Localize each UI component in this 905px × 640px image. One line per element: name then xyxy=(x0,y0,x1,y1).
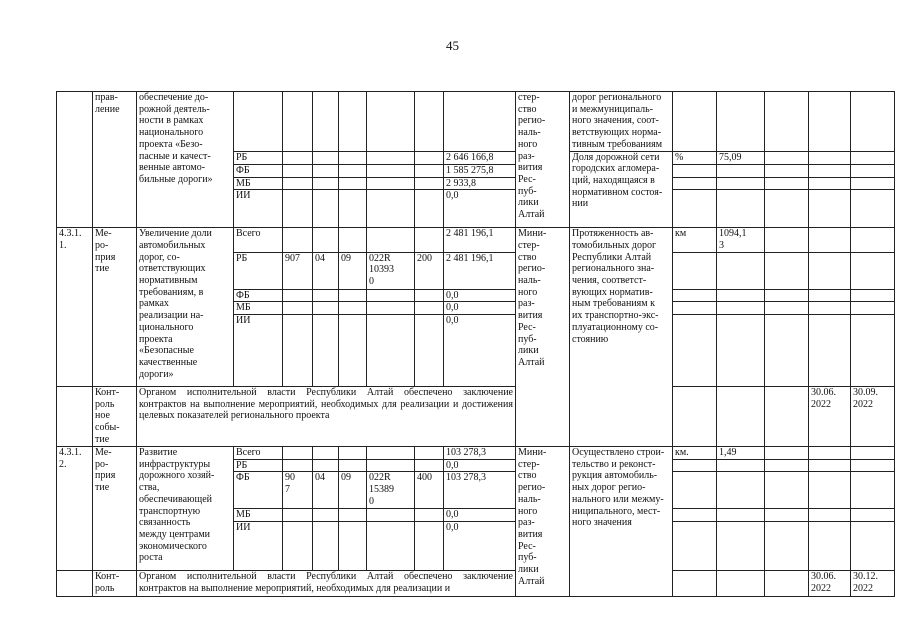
fund-amount: 0,0 xyxy=(444,289,516,302)
type-cell: прав- ление xyxy=(93,92,137,228)
start-date: 30.06. 2022 xyxy=(809,571,851,597)
num-cell xyxy=(57,92,93,228)
fund-amount: 0,0 xyxy=(444,190,516,228)
fund-source: МБ xyxy=(234,302,283,315)
executor-cell: стер- ство регио- наль- ного раз- вития Рес- пуб- лики Алтай xyxy=(516,92,570,228)
fund-source: РБ xyxy=(234,252,283,289)
type-cell: Ме- ро- прия тие xyxy=(93,228,137,387)
fund-amount: 2 646 166,8 xyxy=(444,151,516,164)
indicator-cell: Протяженность ав- томобильных дорог Республики Алтай регионального зна- чения, соответст- вующих норматив- ным требованиям к их транспортно-экс- плуатационному со- стоянию xyxy=(570,228,673,447)
rz-code: 04 xyxy=(313,472,339,509)
table-row xyxy=(57,447,895,460)
value-cell: 75,09 xyxy=(717,151,765,164)
csr-code: 022R 10393 0 xyxy=(367,252,415,289)
activity-name: Развитие инфраструктуры дорожного хозяй- ства, обеспечивающей транспортную связанность между центрами экономического роста xyxy=(137,447,234,571)
fund-source: Всего xyxy=(234,447,283,460)
indicator-cell: дорог регионального и межмуниципаль- ного значения, соот- ветствующих норма- тивным требованиям xyxy=(570,92,673,152)
executor-cell: Мини- стер- ство регио- наль- ного раз- вития Рес- пуб- лики Алтай xyxy=(516,228,570,447)
program-table xyxy=(56,91,895,597)
fund-source: МБ xyxy=(234,177,283,190)
executor-cell: Мини- стер- ство регио- наль- ного раз- вития Рес- пуб- лики Алтай xyxy=(516,447,570,597)
table-row xyxy=(57,228,895,252)
vr-code: 200 xyxy=(415,252,444,289)
control-event-text: Органом исполнительной власти Республики Алтай обеспечено заключение контрактов на выполнение мероприятий, необходимых для реализации и достижения целевых показателей регионального проекта xyxy=(137,387,516,447)
indicator-cell: Доля дорожной сети городских агломера- ций, находящаяся в нормативном состоя- нии xyxy=(570,151,673,228)
fund-amount: 2 481 196,1 xyxy=(444,228,516,252)
fund-source: ФБ xyxy=(234,164,283,177)
end-date: 30.12. 2022 xyxy=(851,571,895,597)
num-cell xyxy=(57,571,93,597)
type-cell: Конт- роль xyxy=(93,571,137,597)
fund-source: ФБ xyxy=(234,472,283,509)
fund-source: ФБ xyxy=(234,289,283,302)
page-number: 45 xyxy=(446,38,459,53)
fund-source: РБ xyxy=(234,459,283,472)
grbs-code: 90 7 xyxy=(283,472,313,509)
value-cell: 1,49 xyxy=(717,447,765,460)
type-cell: Ме- ро- прия тие xyxy=(93,447,137,571)
control-event-row xyxy=(57,387,895,447)
fund-amount: 103 278,3 xyxy=(444,447,516,460)
fund-amount: 0,0 xyxy=(444,315,516,387)
grbs-code: 907 xyxy=(283,252,313,289)
indicator-cell: Осуществлено строи- тельство и реконст- рукция автомобиль- ных дорог регио- нального или межму- ниципального, мест- ного значения xyxy=(570,447,673,597)
vr-code: 400 xyxy=(415,472,444,509)
fund-amount: 0,0 xyxy=(444,459,516,472)
rz-code: 04 xyxy=(313,252,339,289)
fund-source: Всего xyxy=(234,228,283,252)
num-cell: 4.3.1. 1. xyxy=(57,228,93,387)
fund-source: РБ xyxy=(234,151,283,164)
activity-name: обеспечение до- рожной деятель- ности в рамках национального проекта «Безо- пасные и качест- венные автомо- бильные дороги» xyxy=(137,92,234,228)
fund-amount: 2 933,8 xyxy=(444,177,516,190)
unit-cell: км xyxy=(673,228,717,252)
control-event-row xyxy=(57,571,895,597)
fund-source: ИИ xyxy=(234,190,283,228)
activity-name: Увеличение доли автомобильных дорог, со- ответствующих нормативным требованиям, в рамках реализации на- ционального проекта «Безопасные качественные дороги» xyxy=(137,228,234,387)
fund-amount: 0,0 xyxy=(444,302,516,315)
fund-amount: 0,0 xyxy=(444,509,516,522)
value-cell: 1094,1 3 xyxy=(717,228,765,252)
pr-code: 09 xyxy=(339,252,367,289)
unit-cell: км. xyxy=(673,447,717,460)
unit-cell: % xyxy=(673,151,717,164)
fund-source: ИИ xyxy=(234,522,283,571)
fund-source: ИИ xyxy=(234,315,283,387)
fund-source: МБ xyxy=(234,509,283,522)
start-date: 30.06. 2022 xyxy=(809,387,851,447)
table-row xyxy=(57,92,895,152)
fund-amount: 1 585 275,8 xyxy=(444,164,516,177)
pr-code: 09 xyxy=(339,472,367,509)
type-cell: Конт- роль ное собы- тие xyxy=(93,387,137,447)
fund-amount: 2 481 196,1 xyxy=(444,252,516,289)
fund-amount: 103 278,3 xyxy=(444,472,516,509)
fund-amount: 0,0 xyxy=(444,522,516,571)
num-cell xyxy=(57,387,93,447)
csr-code: 022R 15389 0 xyxy=(367,472,415,509)
end-date: 30.09. 2022 xyxy=(851,387,895,447)
control-event-text: Органом исполнительной власти Республики Алтай обеспечено заключение контрактов на выполнение мероприятий, необходимых для реализации и xyxy=(137,571,516,597)
num-cell: 4.3.1. 2. xyxy=(57,447,93,571)
